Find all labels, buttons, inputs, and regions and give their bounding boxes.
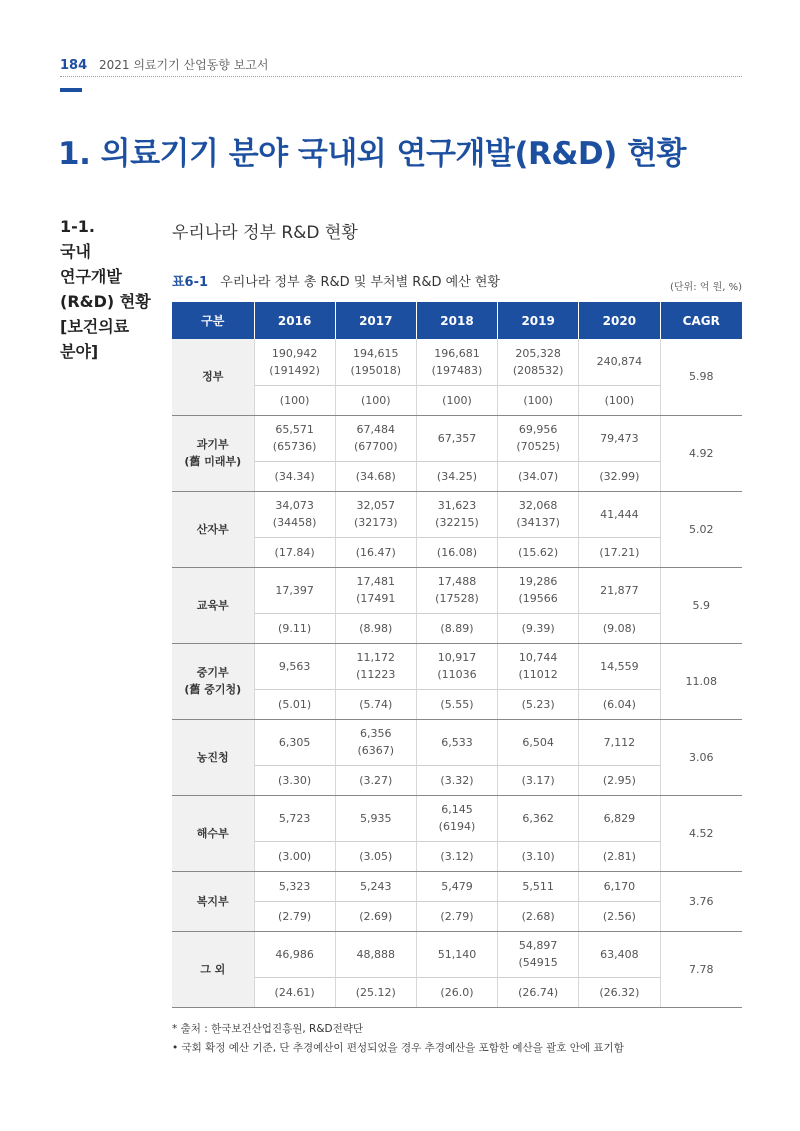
supplementary-value: (65736) — [272, 440, 317, 453]
value-cell — [498, 415, 579, 461]
category-label: 중기부 (舊 중기청) — [184, 666, 242, 696]
table-row — [172, 795, 742, 841]
share-cell: (2.69) — [335, 901, 416, 931]
category-label: 과기부 (舊 미래부) — [184, 438, 242, 468]
budget-value: 6,362 — [522, 811, 554, 825]
chapter-title: 1. 의료기기 분야 국내외 연구개발(R&D) 현황 — [58, 136, 686, 172]
document-title: 2021 의료기기 산업동향 보고서 — [98, 58, 269, 72]
value-cell — [416, 643, 497, 689]
budget-value: 5,323 — [278, 879, 311, 893]
value-cell — [579, 339, 660, 385]
share-cell: (16.08) — [416, 537, 497, 567]
budget-value: 48,888 — [356, 947, 396, 961]
share-cell: (32.99) — [579, 461, 660, 491]
share-cell: (100) — [335, 385, 416, 415]
value-cell — [335, 931, 416, 977]
table-row — [172, 931, 742, 977]
category-cell — [172, 643, 254, 719]
table-row-share — [172, 977, 742, 1007]
budget-value: 67,357 — [437, 431, 477, 445]
supplementary-value: (208532) — [512, 363, 564, 377]
footnote-note: • 국회 확정 예산 기준, 단 추경예산이 편성되었을 경우 추경예산을 포함한 예산을 괄호 안에 표기함 — [172, 1042, 624, 1054]
supplementary-value: (11036 — [437, 668, 477, 681]
table-row-share — [172, 613, 742, 643]
budget-value: 65,571 — [275, 423, 314, 436]
table-row — [172, 719, 742, 765]
category-label: 해수부 — [196, 826, 229, 840]
supplementary-value: (54915 — [518, 956, 558, 969]
value-cell — [254, 415, 335, 461]
budget-value: 5,479 — [441, 879, 473, 893]
value-cell — [254, 567, 335, 613]
value-cell — [579, 931, 660, 977]
supplementary-value: (19566 — [518, 592, 558, 605]
table-row-share — [172, 901, 742, 931]
budget-value: 19,286 — [518, 575, 558, 588]
table-row-share — [172, 385, 742, 415]
budget-value: 14,559 — [600, 659, 639, 673]
section-line: (R&D) 현황 — [60, 292, 151, 311]
share-cell: (15.62) — [498, 537, 579, 567]
budget-value: 205,328 — [515, 346, 561, 360]
budget-value: 51,140 — [437, 947, 477, 961]
supplementary-value: (32215) — [435, 516, 479, 529]
value-cell — [579, 871, 660, 901]
value-cell — [416, 795, 497, 841]
supplementary-value: (11223 — [356, 668, 396, 681]
section-line: 연구개발 — [60, 267, 122, 286]
table-row — [172, 643, 742, 689]
share-cell: (17.84) — [254, 537, 335, 567]
value-cell — [254, 795, 335, 841]
supplementary-value: (34137) — [516, 516, 560, 529]
share-cell: (26.32) — [579, 977, 660, 1007]
table-row — [172, 339, 742, 385]
value-cell — [254, 871, 335, 901]
budget-value: 17,488 — [437, 575, 477, 588]
value-cell — [254, 719, 335, 765]
share-cell: (2.79) — [416, 901, 497, 931]
value-cell — [254, 931, 335, 977]
table-row — [172, 415, 742, 461]
value-cell — [335, 643, 416, 689]
header-2016: 2016 — [254, 302, 335, 339]
category-cell — [172, 567, 254, 643]
table-caption — [172, 271, 500, 290]
share-cell: (3.17) — [498, 765, 579, 795]
category-cell — [172, 795, 254, 871]
value-cell — [416, 491, 497, 537]
share-cell: (6.04) — [579, 689, 660, 719]
budget-value: 5,935 — [360, 811, 392, 825]
share-cell: (17.21) — [579, 537, 660, 567]
budget-value: 240,874 — [596, 355, 643, 369]
value-cell — [416, 339, 497, 385]
share-cell: (34.68) — [335, 461, 416, 491]
share-cell: (2.68) — [498, 901, 579, 931]
supplementary-value: (191492) — [269, 363, 320, 377]
share-cell: (5.23) — [498, 689, 579, 719]
header-2020: 2020 — [579, 302, 660, 339]
budget-value: 10,917 — [437, 651, 477, 664]
share-cell: (9.11) — [254, 613, 335, 643]
category-label: 그 외 — [200, 962, 226, 976]
budget-value: 69,956 — [518, 423, 558, 436]
share-cell: (2.95) — [579, 765, 660, 795]
category-cell — [172, 871, 254, 931]
section-line: 1-1. — [60, 217, 95, 236]
supplementary-value: (6194) — [438, 820, 476, 833]
budget-value: 7,112 — [603, 735, 636, 749]
cagr-cell: 7.78 — [660, 931, 742, 1007]
header-cagr: CAGR — [660, 302, 742, 339]
table-row — [172, 491, 742, 537]
cagr-cell: 5.02 — [660, 491, 742, 567]
supplementary-value: (17491 — [356, 592, 396, 605]
category-label: 농진청 — [196, 750, 229, 764]
share-cell: (9.08) — [579, 613, 660, 643]
budget-value: 5,243 — [360, 879, 392, 893]
budget-value: 6,145 — [441, 803, 473, 816]
budget-value: 41,444 — [600, 507, 639, 521]
value-cell — [416, 871, 497, 901]
value-cell — [416, 415, 497, 461]
header-divider — [60, 76, 742, 77]
header-category: 구분 — [172, 302, 254, 339]
cagr-cell: 5.98 — [660, 339, 742, 415]
category-cell — [172, 491, 254, 567]
share-cell: (3.05) — [335, 841, 416, 871]
share-cell: (100) — [254, 385, 335, 415]
value-cell — [335, 491, 416, 537]
value-cell — [498, 719, 579, 765]
budget-value: 17,397 — [275, 583, 314, 597]
share-cell: (2.79) — [254, 901, 335, 931]
value-cell — [335, 567, 416, 613]
share-cell: (3.30) — [254, 765, 335, 795]
share-cell: (9.39) — [498, 613, 579, 643]
budget-value: 5,511 — [522, 879, 554, 893]
budget-value: 67,484 — [356, 423, 396, 436]
supplementary-value: (197483) — [431, 363, 483, 377]
value-cell — [416, 567, 497, 613]
category-label: 산자부 — [196, 522, 229, 536]
share-cell: (16.47) — [335, 537, 416, 567]
share-cell: (3.32) — [416, 765, 497, 795]
budget-value: 6,533 — [441, 735, 473, 749]
section-line: [보건의료 — [60, 317, 130, 336]
budget-value: 63,408 — [600, 947, 639, 961]
value-cell — [579, 795, 660, 841]
budget-value: 17,481 — [356, 575, 396, 588]
table-row — [172, 871, 742, 901]
value-cell — [335, 795, 416, 841]
budget-value: 21,877 — [600, 583, 639, 597]
value-cell — [498, 491, 579, 537]
budget-value: 9,563 — [278, 659, 311, 673]
value-cell — [335, 339, 416, 385]
budget-value: 32,057 — [356, 499, 396, 512]
footnote-source: * 출처 : 한국보건산업진흥원, R&D전략단 — [172, 1023, 364, 1035]
share-cell: (8.89) — [416, 613, 497, 643]
share-cell: (8.98) — [335, 613, 416, 643]
category-cell — [172, 719, 254, 795]
cagr-cell: 3.06 — [660, 719, 742, 795]
budget-value: 194,615 — [353, 346, 399, 360]
value-cell — [335, 415, 416, 461]
category-cell — [172, 415, 254, 491]
budget-value: 79,473 — [600, 431, 639, 445]
share-cell: (24.61) — [254, 977, 335, 1007]
table-unit: (단위: 억 원, %) — [669, 282, 742, 293]
budget-value: 54,897 — [518, 939, 558, 952]
share-cell: (5.74) — [335, 689, 416, 719]
table-row — [172, 567, 742, 613]
value-cell — [579, 567, 660, 613]
value-cell — [498, 339, 579, 385]
share-cell: (5.55) — [416, 689, 497, 719]
share-cell: (100) — [579, 385, 660, 415]
supplementary-value: (34458) — [272, 516, 317, 529]
budget-value: 46,986 — [275, 947, 314, 961]
budget-value: 10,744 — [518, 651, 558, 664]
budget-value: 6,829 — [603, 811, 636, 825]
budget-value: 6,170 — [603, 879, 636, 893]
supplementary-value: (195018) — [350, 363, 402, 377]
table-row-share — [172, 765, 742, 795]
budget-value: 6,504 — [522, 735, 554, 749]
cagr-cell: 5.9 — [660, 567, 742, 643]
share-cell: (34.25) — [416, 461, 497, 491]
value-cell — [254, 339, 335, 385]
value-cell — [498, 567, 579, 613]
value-cell — [335, 719, 416, 765]
share-cell: (3.12) — [416, 841, 497, 871]
header-2018: 2018 — [416, 302, 497, 339]
value-cell — [498, 931, 579, 977]
share-cell: (26.74) — [498, 977, 579, 1007]
budget-value: 196,681 — [434, 346, 480, 360]
budget-value: 5,723 — [278, 811, 311, 825]
table-row-share — [172, 689, 742, 719]
value-cell — [579, 719, 660, 765]
budget-value: 34,073 — [275, 499, 314, 512]
supplementary-value: (17528) — [435, 592, 479, 605]
header-2017: 2017 — [335, 302, 416, 339]
accent-bar — [60, 88, 82, 92]
share-cell: (3.00) — [254, 841, 335, 871]
budget-value: 11,172 — [356, 651, 396, 664]
value-cell — [579, 415, 660, 461]
table-caption-text: 우리나라 정부 총 R&D 및 부처별 R&D 예산 현황 — [220, 275, 500, 290]
table-row-share — [172, 841, 742, 871]
category-label: 정부 — [202, 370, 224, 384]
share-cell: (26.0) — [416, 977, 497, 1007]
budget-value: 190,942 — [271, 346, 318, 360]
value-cell — [416, 931, 497, 977]
share-cell: (2.81) — [579, 841, 660, 871]
page-number: 184 — [60, 58, 88, 73]
category-cell — [172, 931, 254, 1007]
section-line: 국내 — [60, 242, 91, 261]
budget-value: 31,623 — [437, 499, 477, 512]
supplementary-value: (70525) — [516, 440, 560, 453]
table-row-share — [172, 537, 742, 567]
share-cell: (5.01) — [254, 689, 335, 719]
supplementary-value: (11012 — [518, 668, 558, 681]
cagr-cell: 3.76 — [660, 871, 742, 931]
section-line: 분야] — [60, 342, 99, 361]
value-cell — [335, 871, 416, 901]
header-2019: 2019 — [498, 302, 579, 339]
value-cell — [579, 643, 660, 689]
table-number: 표6-1 — [172, 275, 209, 290]
share-cell: (100) — [416, 385, 497, 415]
running-header — [60, 56, 268, 73]
subsection-title: 우리나라 정부 R&D 현황 — [172, 223, 358, 243]
cagr-cell: 4.92 — [660, 415, 742, 491]
category-label: 교육부 — [196, 598, 229, 612]
value-cell — [579, 491, 660, 537]
cagr-cell: 11.08 — [660, 643, 742, 719]
budget-value: 6,356 — [360, 727, 392, 740]
share-cell: (34.07) — [498, 461, 579, 491]
budget-value: 6,305 — [278, 735, 311, 749]
category-label: 복지부 — [196, 894, 229, 908]
supplementary-value: (6367) — [357, 744, 395, 757]
value-cell — [498, 795, 579, 841]
supplementary-value: (32173) — [353, 516, 398, 529]
value-cell — [254, 643, 335, 689]
cagr-cell: 4.52 — [660, 795, 742, 871]
share-cell: (100) — [498, 385, 579, 415]
value-cell — [498, 643, 579, 689]
supplementary-value: (67700) — [353, 440, 398, 453]
share-cell: (2.56) — [579, 901, 660, 931]
table-row-share — [172, 461, 742, 491]
share-cell: (3.10) — [498, 841, 579, 871]
value-cell — [498, 871, 579, 901]
table-header-row — [172, 302, 742, 339]
value-cell — [416, 719, 497, 765]
value-cell — [254, 491, 335, 537]
category-cell — [172, 339, 254, 415]
share-cell: (34.34) — [254, 461, 335, 491]
share-cell: (25.12) — [335, 977, 416, 1007]
share-cell: (3.27) — [335, 765, 416, 795]
section-heading — [60, 214, 170, 364]
budget-value: 32,068 — [518, 499, 558, 512]
budget-table — [172, 302, 742, 1008]
